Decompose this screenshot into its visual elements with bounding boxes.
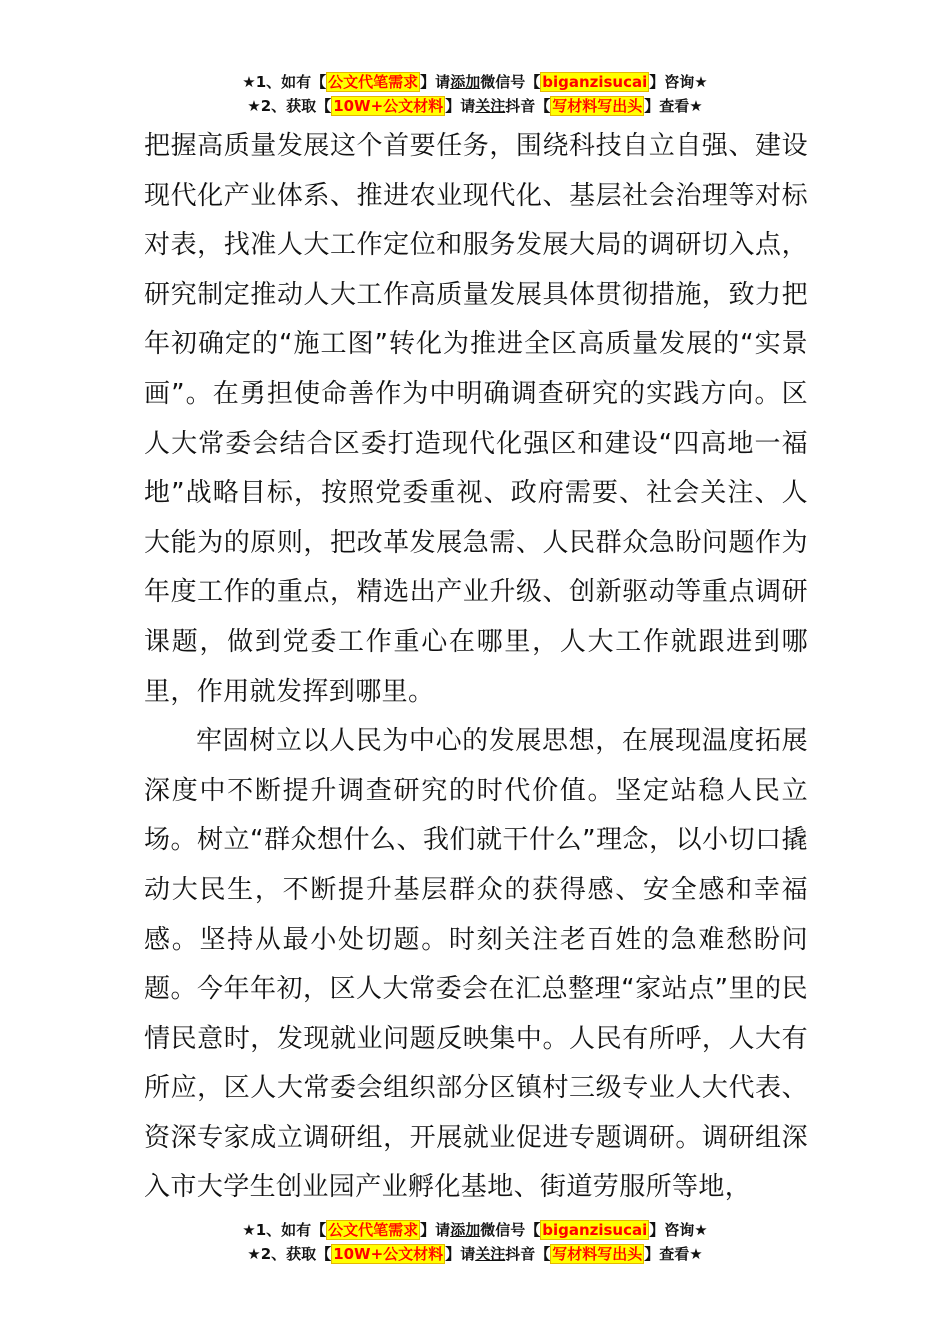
banner-line-2 [0,94,950,118]
banner-underlined-text: 添加 [450,73,481,91]
header-banner [0,70,950,118]
banner-text: ★1、如有【 [242,73,327,91]
banner-line-1 [0,70,950,94]
banner-text: 微信号【 [480,1221,541,1239]
banner-text: 抖音【 [505,97,551,115]
highlight-materials: 10W+公文材料 [333,1245,444,1263]
highlight-service: 公文代笔需求 [328,73,419,91]
highlight-service: 公文代笔需求 [328,1221,419,1239]
banner-line-1 [0,1218,950,1242]
document-body [144,122,808,1213]
banner-underlined-text: 关注 [475,97,506,115]
banner-text: 】查看★ [644,1245,703,1263]
footer-banner [0,1218,950,1266]
highlight-douyin-account: 写材料写出头 [552,1245,643,1263]
banner-underlined-text: 关注 [475,1245,506,1263]
banner-text: 微信号【 [480,73,541,91]
banner-text: 】咨询★ [649,1221,708,1239]
banner-text: 抖音【 [505,1245,551,1263]
highlight-wechat-id: biganzisucai [542,73,648,91]
banner-text: ★1、如有【 [242,1221,327,1239]
banner-text: ★2、获取【 [247,97,332,115]
banner-text: 】请 [420,73,451,91]
paragraph-1: 把握高质量发展这个首要任务，围绕科技自立自强、建设现代化产业体系、推进农业现代化、基层社会治理等对标对表，找准人大工作定位和服务发展大局的调研切入点，研究制定推动人大工作高质量发展具体贯彻措施，致力把年初确定的“施工图”转化为推进全区高质量发展的“实景画”。在勇担使命善作为中明确调查研究的实践方向。区人大常委会结合区委打造现代化强区和建设“四高地一福地”战略目标，按照党委重视、政府需要、社会关注、人大能为的原则，把改革发展急需、人民群众急盼问题作为年度工作的重点，精选出产业升级、创新驱动等重点调研课题，做到党委工作重心在哪里，人大工作就跟进到哪里，作用就发挥到哪里。 [144,131,808,707]
banner-text: 】咨询★ [649,73,708,91]
banner-text: 】请 [445,97,476,115]
banner-text: 】查看★ [644,97,703,115]
highlight-douyin-account: 写材料写出头 [552,97,643,115]
highlight-materials: 10W+公文材料 [333,97,444,115]
banner-underlined-text: 添加 [450,1221,481,1239]
banner-text: 】请 [420,1221,451,1239]
banner-text: ★2、获取【 [247,1245,332,1263]
paragraph-2: 牢固树立以人民为中心的发展思想，在展现温度拓展深度中不断提升调查研究的时代价值。坚定站稳人民立场。树立“群众想什么、我们就干什么”理念，以小切口撬动大民生，不断提升基层群众的获得感、安全感和幸福感。坚持从最小处切题。时刻关注老百姓的急难愁盼问题。今年年初，区人大常委会在汇总整理“家站点”里的民情民意时，发现就业问题反映集中。人民有所呼，人大有所应，区人大常委会组织部分区镇村三级专业人大代表、资深专家成立调研组，开展就业促进专题调研。调研组深入市大学生创业园产业孵化基地、街道劳服所等地， [144,726,808,1203]
highlight-wechat-id: biganzisucai [542,1221,648,1239]
banner-line-2 [0,1242,950,1266]
banner-text: 】请 [445,1245,476,1263]
